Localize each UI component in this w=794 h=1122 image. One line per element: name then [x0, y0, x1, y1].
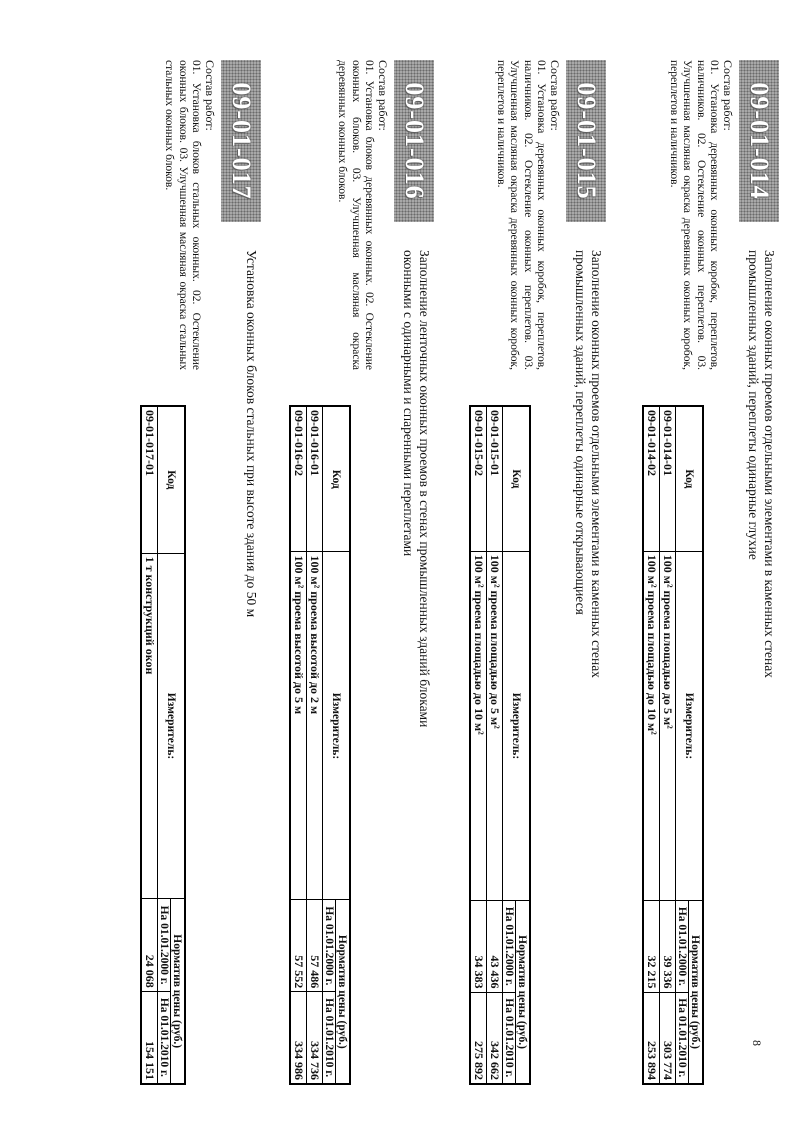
table-header-row [516, 406, 531, 1084]
composition-label: Состав работ: [721, 60, 735, 131]
cell-price-2000: 57 486 [307, 900, 323, 992]
cell-code: 09-01-016-01 [307, 406, 323, 552]
cell-price-2000: 34 383 [470, 901, 487, 992]
composition-text: 01. Установка блоков деревянных оконных. 02. Остекление оконных блоков. 03. Улучшенная масляная окраска деревянных оконных блоков. [336, 60, 375, 370]
cell-measure: 100 м² проема площадью до 10 м² [470, 551, 487, 900]
cell-code: 09-01-015-01 [487, 406, 503, 551]
header-price-2010: На 01.01.2010 г. [503, 992, 516, 1084]
price-table [642, 405, 704, 1085]
cell-code: 09-01-014-01 [660, 406, 676, 551]
table-row [290, 406, 307, 1084]
table-row [141, 406, 158, 1084]
header-measure: Измеритель: [503, 551, 531, 900]
table-header-row [336, 406, 351, 1084]
price-table [289, 405, 351, 1085]
header-price-2010: На 01.01.2010 г. [158, 991, 171, 1084]
section-title: Установка оконных блоков стальных при высоте здания до 50 м [244, 250, 259, 618]
cell-measure: 100 м² проема площадью до 10 м² [643, 551, 660, 900]
header-price-2010: На 01.01.2010 г. [323, 992, 336, 1084]
header-measure: Измеритель: [323, 552, 351, 900]
section-code-banner: 09-01-016 [394, 60, 434, 222]
page-number: 8 [750, 1040, 764, 1046]
table-row [487, 406, 503, 1084]
cell-code: 09-01-015-02 [470, 406, 487, 551]
header-code: Код [503, 406, 531, 551]
section-title: Заполнение оконных проемов отдельными элементами в каменных стенах промышленных зданий, переплеты одинарные открывающиеся [573, 250, 604, 678]
table-row [470, 406, 487, 1084]
header-price-group: Норматив цены (руб.) [516, 901, 531, 1084]
table-row [643, 406, 660, 1084]
header-price-group: Норматив цены (руб.) [336, 900, 351, 1084]
cell-price-2010: 154 151 [141, 991, 158, 1084]
cell-price-2000: 32 215 [643, 901, 660, 992]
cell-price-2000: 24 068 [141, 899, 158, 991]
cell-measure: 100 м² проема высотой до 5 м [290, 552, 307, 900]
header-measure: Измеритель: [158, 553, 186, 899]
cell-price-2000: 43 436 [487, 901, 503, 992]
section-title: Заполнение ленточных оконных проемов в стенах промышленных зданий блоками оконными с одинарными и спаренными переплетами [401, 250, 432, 728]
cell-measure: 1 т конструкций окон [141, 553, 158, 899]
cell-price-2000: 39 336 [660, 901, 676, 992]
cell-price-2010: 342 662 [487, 992, 503, 1084]
price-table [469, 405, 531, 1085]
header-price-2000: На 01.01.2000 г. [158, 899, 171, 991]
composition-text: 01. Установка деревянных оконных коробок, переплетов, наличников. 02. Остекление оконных переплетов. 03. Улучшенная масляная окраска деревянных оконных коробок, переплетов и наличников. [668, 60, 720, 370]
section-code-banner: 09-01-017 [221, 60, 261, 222]
header-measure: Измеритель: [676, 551, 704, 900]
section-title: Заполнение оконных проемов отдельными элементами в каменных стенах промышленных зданий, переплеты одинарные глухие [746, 250, 777, 678]
header-price-2000: На 01.01.2000 г. [323, 900, 336, 992]
cell-price-2010: 334 986 [290, 992, 307, 1084]
composition-label: Состав работ: [548, 60, 562, 131]
section-code-banner: 09-01-014 [739, 60, 779, 222]
header-price-2000: На 01.01.2000 г. [503, 901, 516, 992]
table-header-row [689, 406, 704, 1084]
header-price-group: Норматив цены (руб.) [171, 899, 186, 1084]
composition-label: Состав работ: [376, 60, 390, 131]
header-code: Код [323, 406, 351, 552]
cell-code: 09-01-014-02 [643, 406, 660, 551]
table-header-row [171, 406, 186, 1084]
cell-price-2010: 275 892 [470, 992, 487, 1084]
cell-price-2010: 334 736 [307, 992, 323, 1084]
cell-code: 09-01-016-02 [290, 406, 307, 552]
cell-measure: 100 м² проема площадью до 5 м² [660, 551, 676, 900]
cell-measure: 100 м² проема высотой до 2 м [307, 552, 323, 900]
composition-text: 01. Установка блоков стальных оконных. 02. Остекление оконных блоков. 03. Улучшенная масляная окраска стальных стальных оконных блоков. [163, 60, 202, 370]
cell-code: 09-01-017-01 [141, 406, 158, 553]
cell-price-2010: 303 774 [660, 992, 676, 1084]
cell-price-2000: 57 552 [290, 900, 307, 992]
cell-price-2010: 253 894 [643, 992, 660, 1084]
composition-text: 01. Установка деревянных оконных коробок, переплетов, наличников. 02. Остекление оконных переплетов. 03. Улучшенная масляная окраска деревянных оконных коробок, переплетов и наличников. [495, 60, 547, 370]
composition-label: Состав работ: [203, 60, 217, 131]
header-price-2000: На 01.01.2000 г. [676, 901, 689, 992]
header-price-group: Норматив цены (руб.) [689, 901, 704, 1084]
section-code-banner: 09-01-015 [566, 60, 606, 222]
header-code: Код [676, 406, 704, 551]
price-table [140, 405, 186, 1085]
cell-measure: 100 м² проема площадью до 5 м² [487, 551, 503, 900]
table-row [660, 406, 676, 1084]
header-code: Код [158, 406, 186, 553]
table-row [307, 406, 323, 1084]
header-price-2010: На 01.01.2010 г. [676, 992, 689, 1084]
